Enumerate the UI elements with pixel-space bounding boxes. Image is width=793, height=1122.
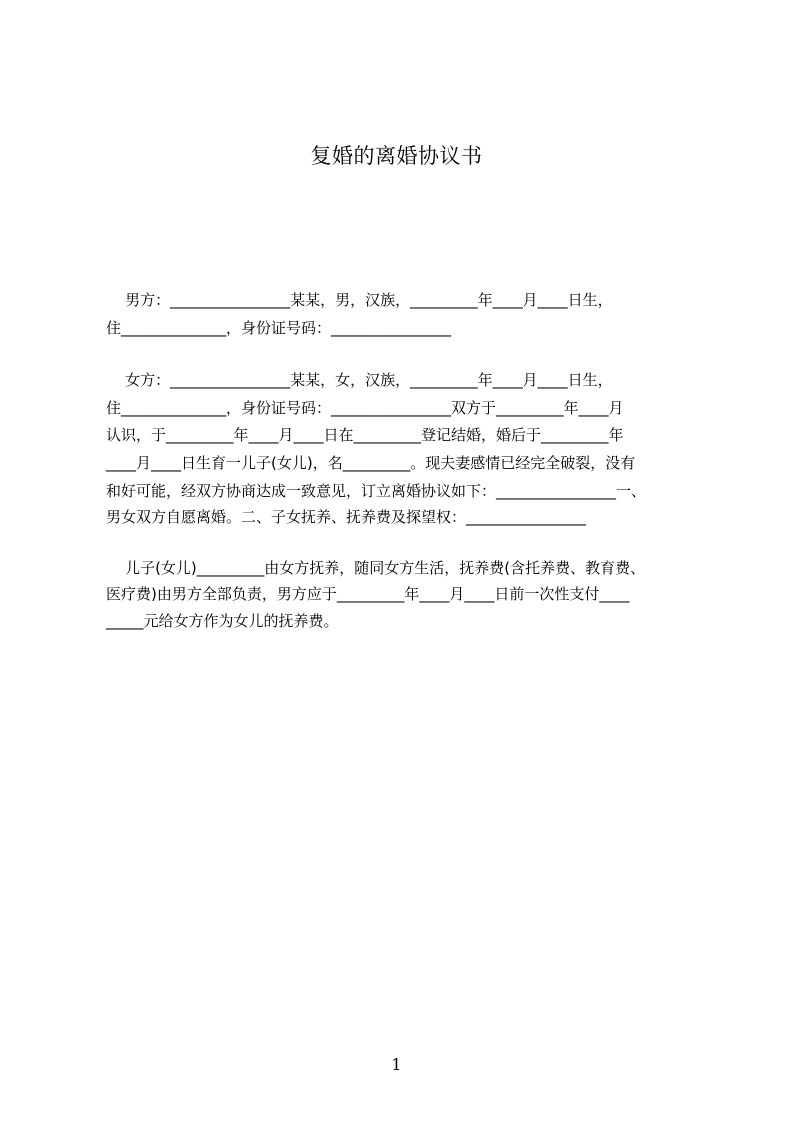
text-line: ____月____日生育一儿子(女儿)，名_________。现夫妻感情已经完全破裂，没有: [106, 454, 636, 472]
text-line: 男方：________________某某，男，汉族，_________年____月____日生，: [106, 291, 613, 309]
text-line: _____元给女方作为女儿的抚养费。: [106, 612, 339, 630]
text-line: 和好可能，经双方协商达成一致意见，订立离婚协议如下：________________一、: [106, 482, 647, 500]
text-line: 儿子(女儿)_________由女方抚养，随同女方生活，抚养费(含托养费、教育费、: [106, 559, 646, 577]
text-line: 认识，于_________年____月____日在_________登记结婚，婚后于_________年: [106, 426, 624, 444]
document-title: 复婚的离婚协议书: [310, 144, 483, 168]
text-line: 住______________，身份证号码：________________双方于_________年____月: [106, 399, 624, 417]
text-line: 医疗费)由男方全部负责，男方应于_________年____月____日前一次性支付____: [106, 585, 630, 603]
text-line: 男女双方自愿离婚。二、子女抚养、抚养费及探望权：________________: [106, 508, 587, 526]
page-number: 1: [391, 1055, 402, 1074]
text-line: 住______________，身份证号码：________________: [106, 319, 452, 337]
text-line: 女方：________________某某，女，汉族，_________年____月____日生，: [106, 371, 613, 389]
